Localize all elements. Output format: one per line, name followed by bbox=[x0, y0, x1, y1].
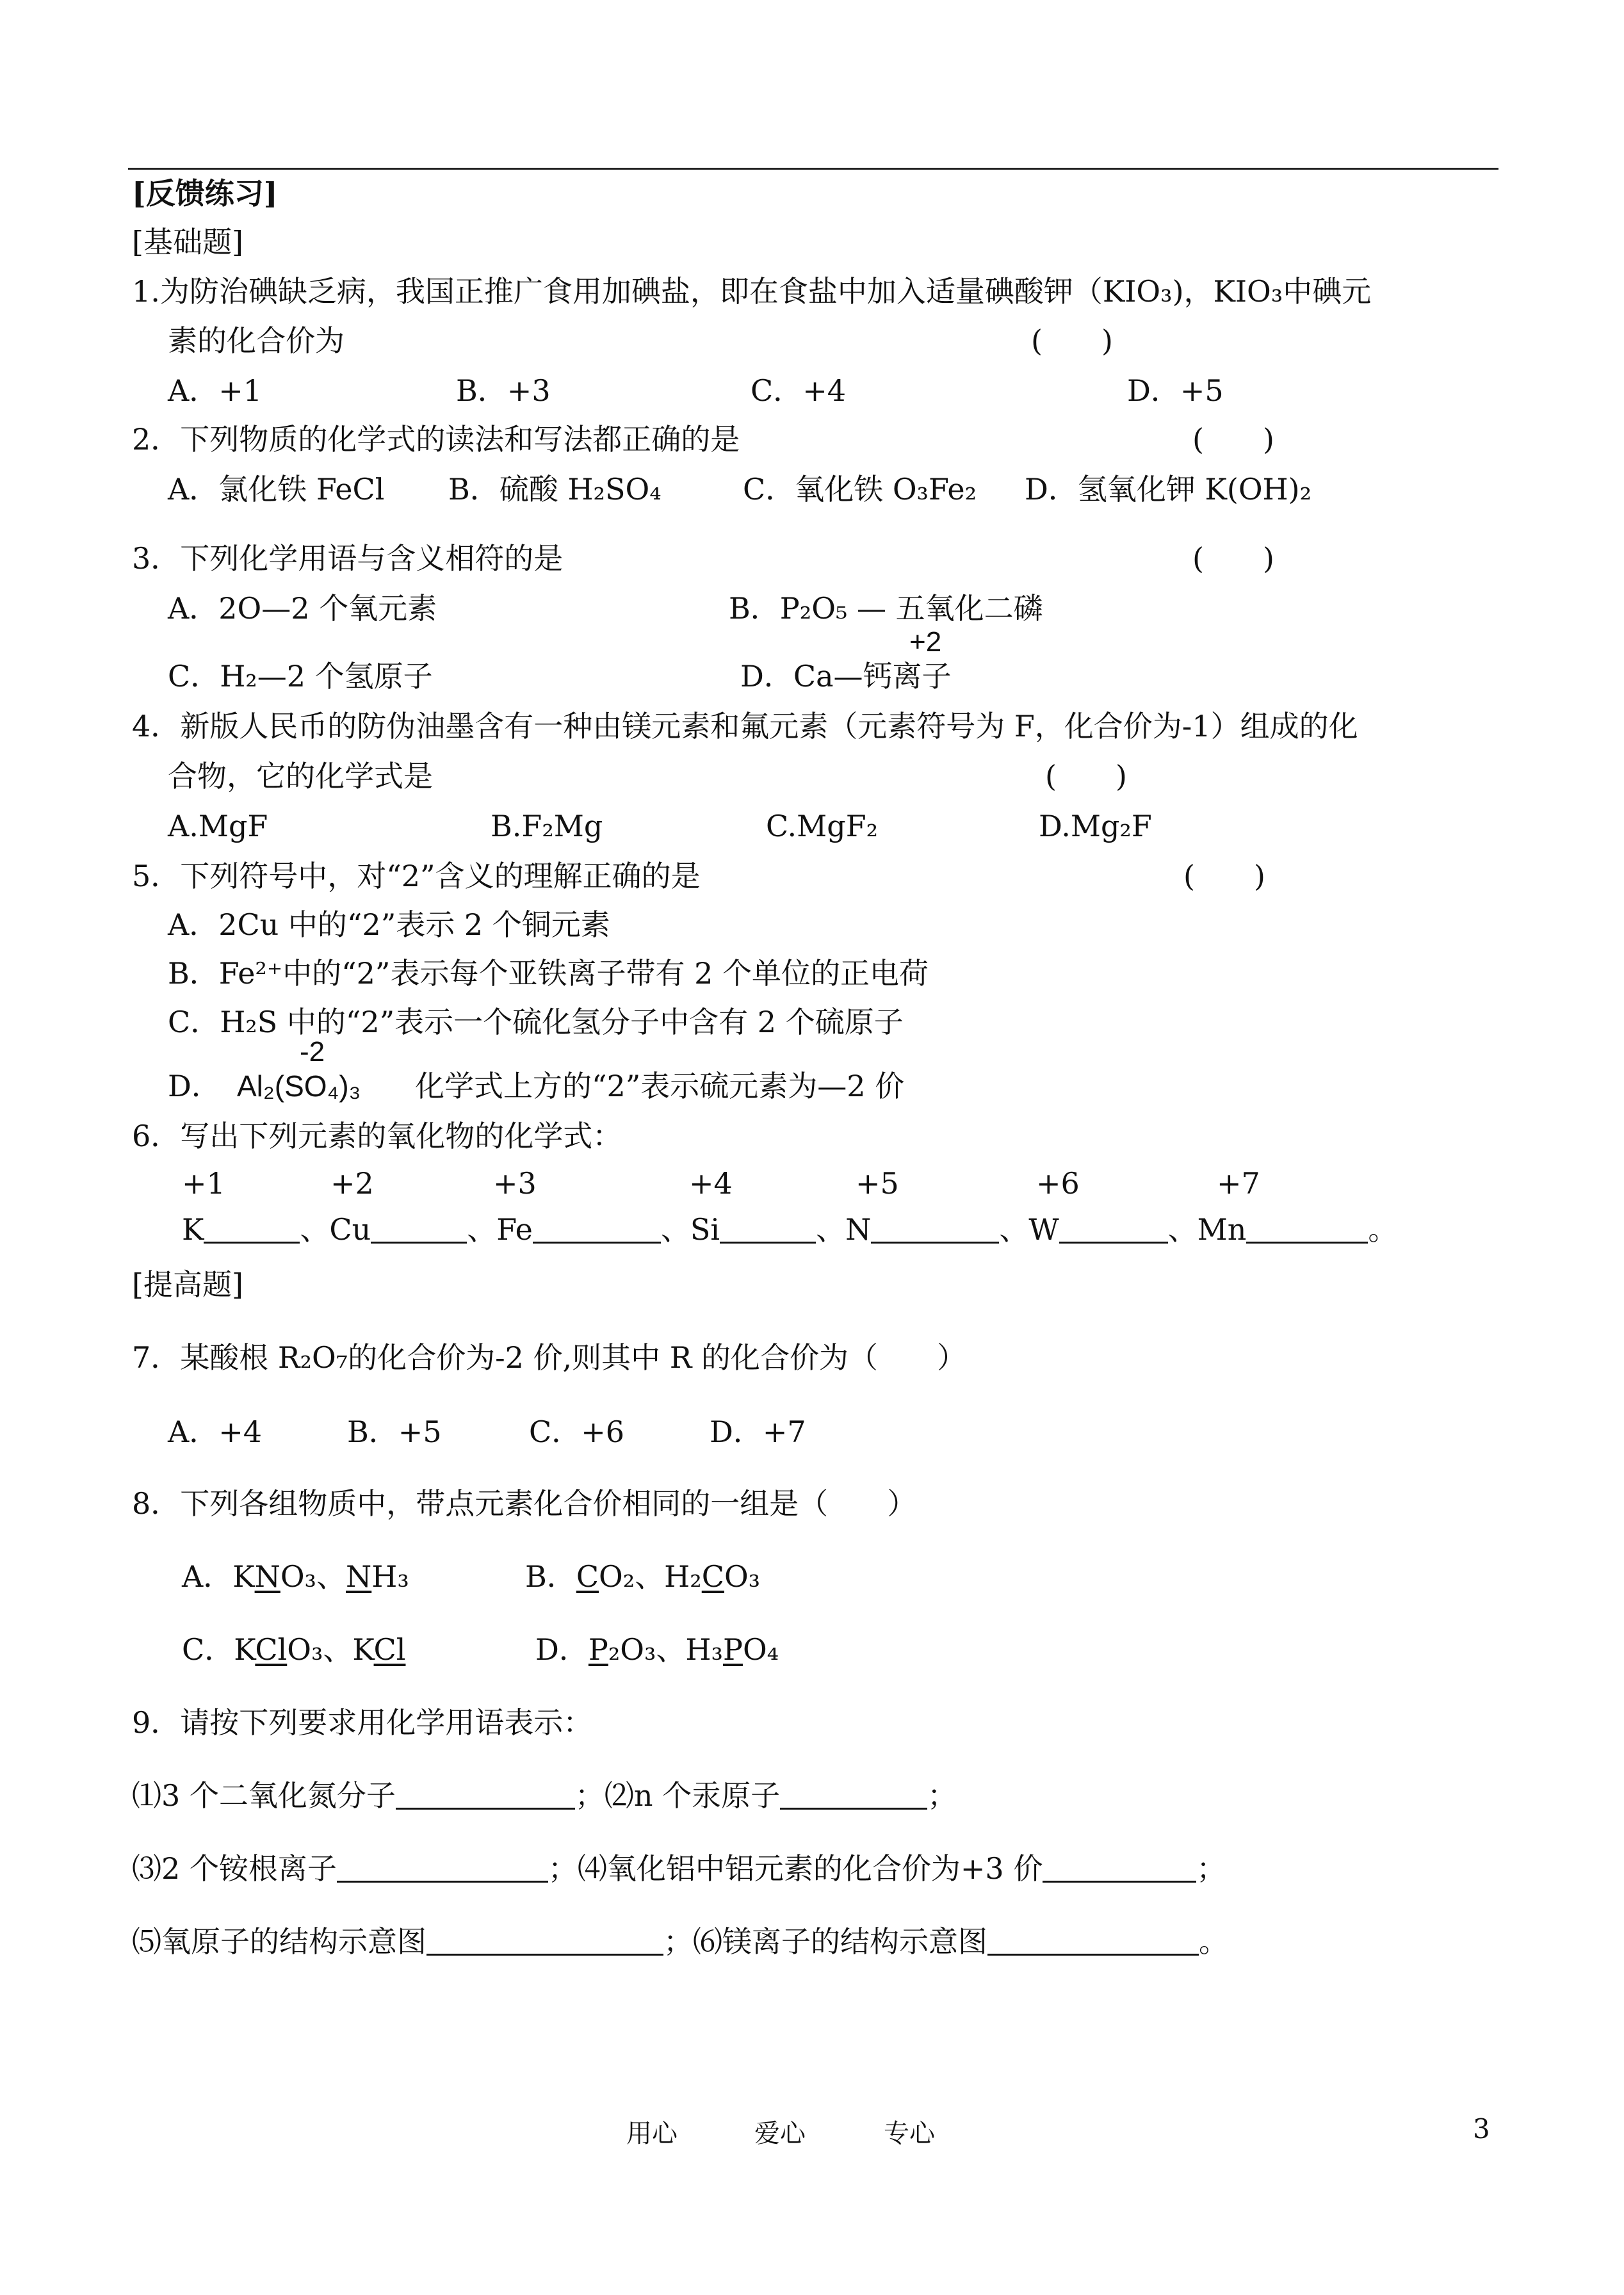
q1-stem-line2: 素的化合价为 bbox=[168, 323, 345, 358]
q9-part1-label: ⑴3 个二氧化氮分子 bbox=[132, 1778, 396, 1813]
q8-d-label: D． bbox=[535, 1632, 589, 1667]
q4-answer-paren: ( ) bbox=[1045, 759, 1127, 793]
q8-c-dotted-1: Cl bbox=[255, 1632, 288, 1667]
q1-stem-line1: 1.为防治碘缺乏病，我国正推广食用加碘盐，即在食盐中加入适量碘酸钾（KIO₃)，KIO₃中碘元 bbox=[132, 274, 1372, 309]
q6-stem: 6．写出下列元素的氧化物的化学式： bbox=[132, 1119, 622, 1153]
q2-option-c: C．氧化铁 O₃Fe₂ bbox=[743, 472, 977, 507]
q6-valence-k: +1 bbox=[182, 1166, 225, 1201]
q7-option-a: A．+4 bbox=[168, 1415, 263, 1449]
q6-blank-cu[interactable] bbox=[371, 1213, 467, 1244]
q8-d-end: O₄ bbox=[742, 1632, 779, 1667]
q8-b-dotted-1: C bbox=[576, 1559, 599, 1594]
q1-option-c: C．+4 bbox=[751, 373, 847, 408]
q8-a-label: A．K bbox=[182, 1559, 255, 1594]
q3-option-c: C．H₂—2 个氢原子 bbox=[168, 659, 433, 693]
q9-part6-label: ；⑹镁离子的结构示意图 bbox=[663, 1924, 987, 1959]
q6-answer-row bbox=[182, 1210, 1397, 1249]
q9-stem: 9．请按下列要求用化学用语表示： bbox=[132, 1705, 593, 1740]
q9-row-3 bbox=[132, 1922, 1228, 1961]
q1-answer-paren: ( ) bbox=[1031, 323, 1113, 358]
q8-stem: 8．下列各组物质中，带点元素化合价相同的一组是（ ） bbox=[132, 1486, 917, 1521]
page-number: 3 bbox=[1473, 2113, 1490, 2145]
q3-stem: 3．下列化学用语与含义相符的是 bbox=[132, 541, 564, 576]
q4-option-c: C.MgF₂ bbox=[766, 809, 879, 843]
footer-item-3: 专心 bbox=[884, 2119, 935, 2148]
q4-option-b: B.F₂Mg bbox=[491, 809, 603, 843]
q5-option-d-formula: Al₂(SO₄)₃ bbox=[237, 1069, 361, 1103]
q2-stem: 2．下列物质的化学式的读法和写法都正确的是 bbox=[132, 422, 740, 457]
q8-c-label: C．K bbox=[182, 1632, 256, 1667]
q8-option-a bbox=[182, 1557, 409, 1596]
q2-option-d: D．氢氧化钾 K(OH)₂ bbox=[1025, 472, 1312, 507]
q9-blank-5[interactable] bbox=[426, 1926, 663, 1956]
q6-valence-n: +5 bbox=[856, 1166, 899, 1201]
q8-b-mid: O₂、H₂ bbox=[599, 1559, 702, 1594]
q8-c-dotted-2: Cl bbox=[373, 1632, 406, 1667]
q6-valence-w: +6 bbox=[1036, 1166, 1080, 1201]
q9-row-1 bbox=[132, 1776, 957, 1815]
q6-blank-mn[interactable] bbox=[1246, 1213, 1368, 1244]
q6-element-fe: 、Fe bbox=[467, 1212, 533, 1247]
q8-a-dotted-1: N bbox=[254, 1559, 280, 1594]
q3-answer-paren: ( ) bbox=[1192, 541, 1274, 576]
advanced-section-label: [提高题] bbox=[132, 1267, 243, 1302]
q9-part4-end: ； bbox=[1196, 1851, 1226, 1886]
q6-element-w: 、W bbox=[999, 1212, 1059, 1247]
q8-d-dotted-2: P bbox=[723, 1632, 743, 1667]
q1-option-a: A．+1 bbox=[168, 373, 263, 408]
q9-part2-label: ；⑵n 个汞原子 bbox=[574, 1778, 781, 1813]
q8-b-end: O₃ bbox=[724, 1559, 761, 1594]
q9-blank-2[interactable] bbox=[780, 1780, 927, 1810]
q8-a-mid: O₃、 bbox=[280, 1559, 346, 1594]
q8-a-end: H₃ bbox=[371, 1559, 409, 1594]
q4-option-a: A.MgF bbox=[168, 809, 268, 843]
q6-blank-w[interactable] bbox=[1059, 1213, 1168, 1244]
q8-d-dotted-1: P bbox=[588, 1632, 608, 1667]
q8-c-mid: O₃、K bbox=[287, 1632, 374, 1667]
q1-option-d: D．+5 bbox=[1127, 373, 1224, 408]
q3-option-d: D．Ca—钙离子 bbox=[740, 659, 952, 693]
q4-stem-line1: 4．新版人民币的防伪油墨含有一种由镁元素和氟元素（元素符号为 F，化合价为-1）组成的化 bbox=[132, 709, 1358, 743]
q6-element-k: K bbox=[182, 1212, 204, 1247]
q2-option-b: B．硫酸 H₂SO₄ bbox=[448, 472, 662, 507]
q3-d-charge: +2 bbox=[909, 626, 942, 658]
q9-blank-4[interactable] bbox=[1043, 1853, 1196, 1883]
q9-blank-6[interactable] bbox=[987, 1926, 1199, 1956]
q5-stem: 5．下列符号中，对“2”含义的理解正确的是 bbox=[132, 859, 701, 893]
q7-option-c: C．+6 bbox=[529, 1415, 625, 1449]
q6-blank-n[interactable] bbox=[871, 1213, 999, 1244]
q6-valence-mn: +7 bbox=[1217, 1166, 1260, 1201]
q9-part3-label: ⑶2 个铵根离子 bbox=[132, 1851, 337, 1886]
q6-element-cu: 、Cu bbox=[300, 1212, 371, 1247]
q6-blank-si[interactable] bbox=[720, 1213, 816, 1244]
q9-part6-end: 。 bbox=[1199, 1924, 1228, 1959]
top-rule bbox=[128, 168, 1498, 170]
q4-stem-line2: 合物，它的化学式是 bbox=[168, 759, 433, 793]
q9-part4-label: ；⑷氧化铝中铝元素的化合价为+3 价 bbox=[548, 1851, 1043, 1886]
q5-option-d-text: 化学式上方的“2”表示硫元素为—2 价 bbox=[415, 1069, 905, 1103]
q6-blank-k[interactable] bbox=[204, 1213, 300, 1244]
q6-element-mn: 、Mn bbox=[1167, 1212, 1247, 1247]
q8-b-dotted-2: C bbox=[701, 1559, 724, 1594]
q9-blank-1[interactable] bbox=[396, 1780, 575, 1810]
q6-valence-si: +4 bbox=[689, 1166, 733, 1201]
footer-item-1: 用心 bbox=[626, 2119, 678, 2148]
q7-stem: 7．某酸根 R₂O₇的化合价为-2 价,则其中 R 的化合价为（ ） bbox=[132, 1340, 967, 1375]
q9-part5-label: ⑸氧原子的结构示意图 bbox=[132, 1924, 426, 1959]
q9-blank-3[interactable] bbox=[337, 1853, 548, 1883]
q3-option-a: A．2O—2 个氧元素 bbox=[168, 591, 437, 626]
q9-part2-end: ； bbox=[927, 1778, 957, 1813]
q5-answer-paren: ( ) bbox=[1183, 859, 1265, 893]
q6-valence-cu: +2 bbox=[330, 1166, 374, 1201]
q4-option-d: D.Mg₂F bbox=[1039, 809, 1152, 843]
q5-option-a: A．2Cu 中的“2”表示 2 个铜元素 bbox=[168, 907, 610, 942]
q6-valence-fe: +3 bbox=[493, 1166, 537, 1201]
q5-option-c: C．H₂S 中的“2”表示一个硫化氢分子中含有 2 个硫原子 bbox=[168, 1005, 904, 1039]
q6-blank-fe[interactable] bbox=[533, 1213, 661, 1244]
q1-option-b: B．+3 bbox=[456, 373, 551, 408]
q8-b-label: B． bbox=[525, 1559, 576, 1594]
q3-option-b: B．P₂O₅ — 五氧化二磷 bbox=[729, 591, 1043, 626]
q2-option-a: A．氯化铁 FeCl bbox=[168, 472, 385, 507]
section-header: [反馈练习] bbox=[132, 176, 278, 211]
q5-d-charge: -2 bbox=[300, 1036, 325, 1067]
q8-option-d bbox=[535, 1630, 779, 1669]
q8-a-dotted-2: N bbox=[346, 1559, 372, 1594]
q5-option-b: B．Fe²⁺中的“2”表示每个亚铁离子带有 2 个单位的正电荷 bbox=[168, 956, 929, 991]
footer-item-2: 爱心 bbox=[754, 2119, 806, 2148]
basic-section-label: [基础题] bbox=[132, 225, 243, 259]
q8-d-mid: ₂O₃、H₃ bbox=[608, 1632, 723, 1667]
q7-option-d: D．+7 bbox=[710, 1415, 806, 1449]
q7-option-b: B．+5 bbox=[347, 1415, 442, 1449]
q6-element-n: 、N bbox=[816, 1212, 872, 1247]
q5-option-d-label: D． bbox=[168, 1069, 221, 1103]
q8-option-b bbox=[525, 1557, 760, 1596]
q9-row-2 bbox=[132, 1849, 1226, 1888]
q8-option-c bbox=[182, 1630, 405, 1669]
q6-element-si: 、Si bbox=[660, 1212, 720, 1247]
q2-answer-paren: ( ) bbox=[1192, 422, 1274, 457]
q6-end: 。 bbox=[1368, 1212, 1398, 1247]
